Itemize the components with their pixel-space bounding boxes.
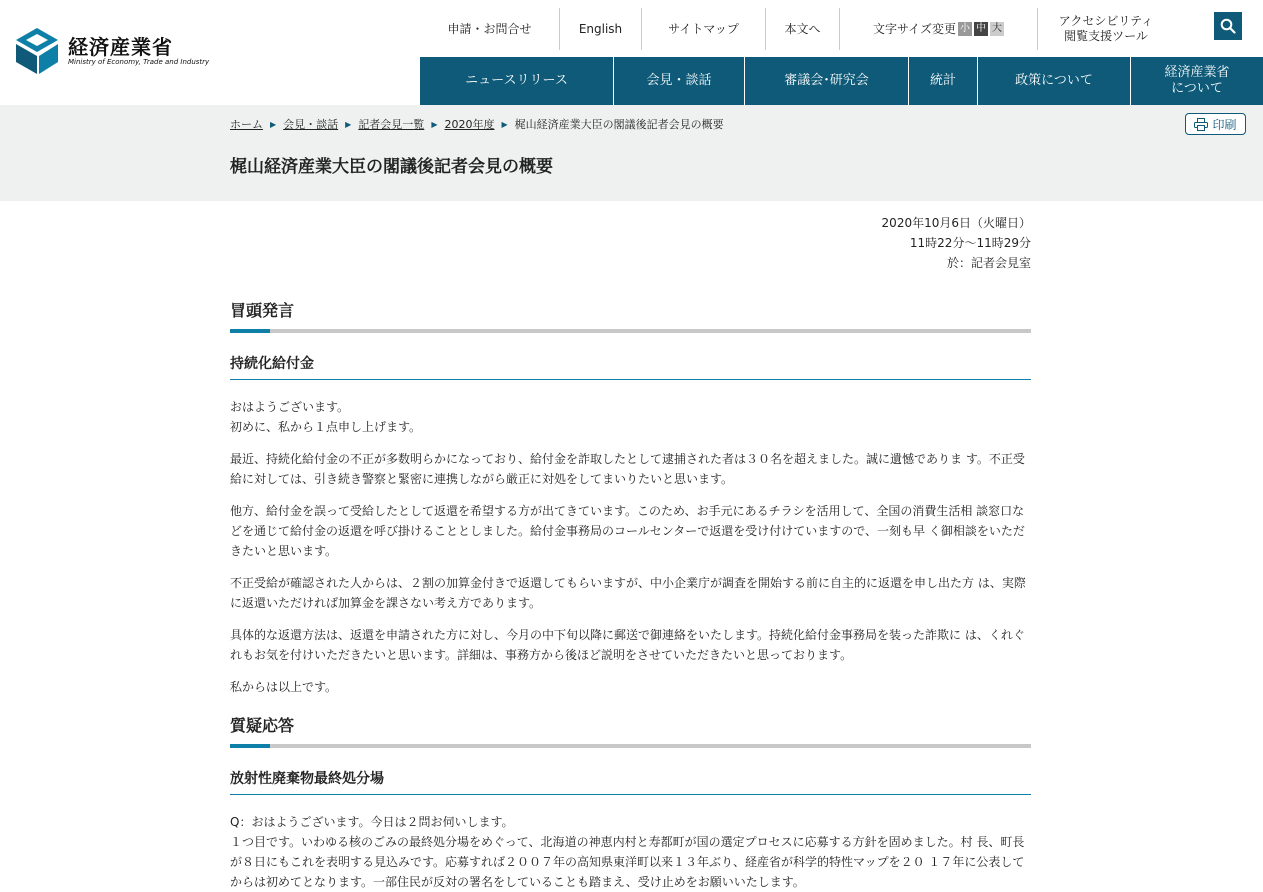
conference-time: 11時22分～11時29分 — [909, 236, 1031, 250]
paragraph: １つ目です。いわゆる核のごみの最終処分場をめぐって、北海道の神恵内村と寿都町が国の選定プロセスに応募する方針を固めました。村 長、町長が８日にもこれを表明する見込みです。応募すれば２００７年の高知県東洋町以来１３年ぶり、経産省が科学的特性マップを２０ １７年に公表してからは初めてとなります。一部住民が反対の署名をしていることも踏まえ、受け止めをお願いいたします。 — [230, 835, 1025, 889]
main-content — [230, 201, 1031, 892]
nav-about-meti[interactable] — [1131, 57, 1263, 105]
nav-press-conference[interactable]: 会見・談話 — [614, 57, 745, 105]
accessibility-tool-link[interactable] — [1038, 8, 1174, 50]
accessibility-label-2: 閲覧支援ツール — [1064, 29, 1148, 43]
accessibility-label-1: アクセシビリティ — [1058, 14, 1154, 28]
english-link[interactable]: English — [560, 8, 642, 50]
logo-name-en: Ministry of Economy, Trade and Industry — [68, 57, 210, 66]
nav-news-release[interactable]: ニュースリリース — [420, 57, 614, 105]
title-band — [0, 105, 1263, 201]
search-button[interactable] — [1214, 12, 1242, 40]
nav-statistics[interactable]: 統計 — [909, 57, 978, 105]
font-size-control — [840, 8, 1038, 50]
site-header — [0, 0, 1263, 105]
search-icon — [1220, 18, 1236, 34]
breadcrumb-separator-icon: ▶ — [501, 119, 508, 129]
nav-policies[interactable]: 政策について — [978, 57, 1131, 105]
printer-icon — [1194, 118, 1208, 131]
global-nav — [420, 57, 1263, 105]
paragraph: 不正受給が確認された人からは、２割の加算金付きで返還してもらいますが、中小企業庁が調査を開始する前に自主的に返還を申し出た方 は、実際に返還いただければ加算金を課さない考え方であります。 — [230, 576, 1026, 610]
paragraph: 初めに、私から１点申し上げます。 — [230, 420, 422, 434]
site-logo[interactable] — [14, 26, 209, 76]
page-title: 梶山経済産業大臣の閣議後記者会見の概要 — [230, 157, 553, 177]
sitemap-link[interactable]: サイトマップ — [642, 8, 766, 50]
breadcrumb-press[interactable]: 会見・談話 — [283, 118, 339, 131]
font-size-small-button[interactable]: 小 — [960, 23, 971, 34]
print-label: 印刷 — [1212, 117, 1237, 132]
paragraph: 私からは以上です。 — [230, 680, 338, 694]
nav-about-line1: 経済産業省 — [1164, 65, 1230, 80]
skip-to-main-link[interactable]: 本文へ — [766, 8, 840, 50]
logo-name-ja: 経済産業省 — [68, 34, 173, 59]
breadcrumb-home[interactable]: ホーム — [230, 118, 263, 131]
meti-logo-icon — [14, 26, 60, 76]
section-heading-underline — [230, 744, 1031, 748]
breadcrumb-separator-icon: ▶ — [270, 119, 277, 129]
section-heading-qa: 質疑応答 — [230, 716, 295, 735]
breadcrumb-fiscal-year[interactable]: 2020年度 — [444, 118, 495, 131]
subheading-subsidy: 持続化給付金 — [230, 353, 1031, 380]
subheading-radioactive-waste: 放射性廃棄物最終処分場 — [230, 768, 1031, 795]
paragraph: 他方、給付金を誤って受給したとして返還を希望する方が出てきています。このため、お手元にあるチラシを活用して、全国の消費生活相 談窓口などを通じて給付金の返還を呼び掛けることとしました。給付金事務局のコールセンターで返還を受け付けていますので、一刻も早 く御相談をいただきたいと思います。 — [230, 504, 1025, 558]
conference-meta — [230, 213, 1031, 273]
conference-date: 2020年10月6日（火曜日） — [881, 216, 1031, 230]
paragraph: 具体的な返還方法は、返還を申請された方に対し、今月の中下旬以降に郵送で御連絡をいたします。持続化給付金事務局を装った詐欺に は、くれぐれもお気を付けいただきたいと思います。詳細は、事務方から後ほど説明をさせていただきたいと思っております。 — [230, 628, 1025, 662]
print-button[interactable] — [1185, 113, 1246, 135]
paragraph: Q：おはようございます。今日は２問お伺いします。 — [230, 815, 514, 829]
font-size-medium-button[interactable]: 中 — [976, 23, 987, 34]
paragraph: おはようございます。 — [230, 400, 350, 414]
breadcrumb-separator-icon: ▶ — [431, 119, 438, 129]
nav-councils[interactable]: 審議会･研究会 — [745, 57, 909, 105]
section-heading-underline — [230, 329, 1031, 333]
breadcrumb — [230, 116, 724, 132]
section-heading-opening: 冒頭発言 — [230, 301, 295, 320]
paragraph: 最近、持続化給付金の不正が多数明らかになっており、給付金を詐取したとして逮捕された者は３０名を超えました。誠に遺憾でありま す。不正受給に対しては、引き続き警察と緊密に連携しながら厳正に対処をしてまいりたいと思います。 — [230, 452, 1025, 486]
apply-contact-link[interactable]: 申請・お問合せ — [420, 8, 560, 50]
breadcrumb-current: 梶山経済産業大臣の閣議後記者会見の概要 — [514, 118, 724, 131]
utility-nav — [420, 8, 1174, 50]
font-size-label: 文字サイズ変更 — [872, 21, 957, 36]
nav-about-line2: について — [1171, 81, 1223, 96]
conference-place: 於：記者会見室 — [946, 256, 1031, 270]
breadcrumb-separator-icon: ▶ — [345, 119, 352, 129]
font-size-large-button[interactable]: 大 — [992, 23, 1003, 34]
breadcrumb-conference-list[interactable]: 記者会見一覧 — [358, 118, 425, 131]
